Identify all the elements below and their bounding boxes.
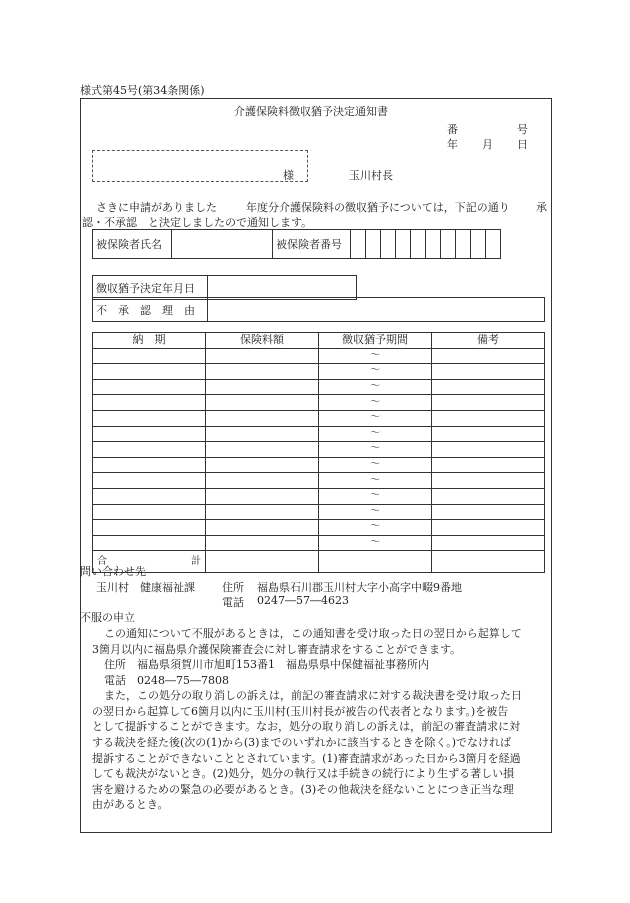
table-row	[93, 348, 545, 364]
document-title: 介護保険料徴収猶予決定通知書	[234, 105, 388, 118]
schedule-table	[92, 332, 545, 573]
contact-phone-label: 電話	[222, 596, 244, 609]
col-header: 納 期	[93, 333, 206, 349]
appeal-office-phone: 電話 0248―75―7808	[104, 674, 229, 687]
tilde: ～	[319, 364, 432, 380]
tilde: ～	[319, 426, 432, 442]
table-row	[93, 535, 545, 551]
appeal-text: また，この処分の取り消しの訴えは，前記の審査請求に対する裁決書を受け取った日	[104, 689, 522, 702]
contact-heading: 問い合わせ先	[80, 565, 146, 578]
table-row	[93, 379, 545, 395]
col-header: 徴収猶予期間	[319, 333, 432, 349]
insured-number-digit[interactable]	[351, 230, 366, 259]
insured-number-digit[interactable]	[441, 230, 456, 259]
intro-line1-b: 年度分介護保険料の徴収猶予については，下記の通り	[246, 201, 510, 214]
appeal-text: 提訴することができないこととされています。(1)審査請求があった日から3箇月を経過	[92, 752, 521, 765]
addressee-suffix: 様	[283, 169, 294, 182]
contact-office: 玉川村 健康福祉課	[96, 581, 195, 594]
ref-tsuki: 月	[482, 138, 493, 151]
tilde: ～	[319, 488, 432, 504]
intro-line2: 認・不承認 と決定しましたので通知します。	[82, 216, 313, 229]
appeal-text: 3箇月以内に福島県介護保険審査会に対し審査請求をすることができます。	[92, 643, 462, 656]
insured-number-digit[interactable]	[411, 230, 426, 259]
decision-date-field[interactable]	[208, 276, 357, 300]
tilde: ～	[319, 520, 432, 536]
tilde: ～	[319, 535, 432, 551]
intro-line1-c: 承	[536, 201, 547, 214]
issuer: 玉川村長	[349, 169, 393, 182]
contact-address-label: 住所	[222, 581, 244, 594]
table-row	[93, 442, 545, 458]
contact-address: 福島県石川郡玉川村大字小高字中畷9番地	[257, 581, 462, 594]
ref-ban: 番	[447, 123, 458, 136]
table-row	[93, 410, 545, 426]
insured-number-digit[interactable]	[381, 230, 396, 259]
tilde: ～	[319, 457, 432, 473]
decision-date-label: 徴収猶予決定年月日	[93, 276, 208, 300]
table-row	[93, 488, 545, 504]
insured-number-digit[interactable]	[396, 230, 411, 259]
insured-number-digit[interactable]	[456, 230, 471, 259]
contact-phone: 0247―57―4623	[257, 594, 349, 607]
total-row	[93, 551, 545, 573]
appeal-heading: 不服の申立	[80, 611, 135, 624]
appeal-text: の翌日から起算して6箇月以内に玉川村(玉川村長が被告の代表者となります。)を被告	[92, 705, 509, 718]
insured-name-label: 被保険者氏名	[93, 230, 172, 259]
appeal-text: する裁決を経た後(次の(1)から(3)までのいずれかに該当するときを除く。)でなければ	[92, 736, 512, 749]
reason-field[interactable]	[208, 298, 545, 322]
table-row	[93, 395, 545, 411]
table-row	[93, 520, 545, 536]
tilde: ～	[319, 473, 432, 489]
insured-number-label: 被保険者番号	[273, 230, 351, 259]
appeal-text: 害を避けるための緊急の必要があるとき。(3)その他裁決を経ないことにつき正当な理	[92, 783, 514, 796]
appeal-text: として提訴することができます。なお，処分の取り消しの訴えは，前記の審査請求に対	[92, 720, 521, 733]
appeal-office-address: 住所 福島県須賀川市旭町153番1 福島県県中保健福祉事務所内	[104, 658, 429, 671]
insured-number-digit[interactable]	[471, 230, 486, 259]
table-row	[93, 457, 545, 473]
tilde: ～	[319, 379, 432, 395]
ref-hi: 日	[517, 138, 528, 151]
intro-line1-a: さきに申請がありました	[96, 201, 217, 214]
tilde: ～	[319, 395, 432, 411]
tilde: ～	[319, 442, 432, 458]
appeal-text: しても裁決がないとき。(2)処分，処分の執行又は手続きの続行により生ずる著しい損	[92, 767, 515, 780]
total-label: 合 計	[93, 551, 206, 573]
table-row	[93, 426, 545, 442]
insured-number-digit[interactable]	[486, 230, 501, 259]
table-row	[93, 473, 545, 489]
appeal-text: この通知について不服があるときは，この通知書を受け取った日の翌日から起算して	[104, 627, 522, 640]
table-row	[93, 504, 545, 520]
form-number: 様式第45号(第34条関係)	[80, 84, 205, 97]
appeal-text: 由があるとき。	[92, 798, 169, 811]
insured-table	[92, 229, 501, 259]
insured-name-field[interactable]	[172, 230, 273, 259]
reason-table	[92, 297, 545, 322]
ref-go: 号	[517, 123, 528, 136]
col-header: 保険料額	[206, 333, 319, 349]
insured-number-digit[interactable]	[366, 230, 381, 259]
ref-nen: 年	[447, 138, 458, 151]
addressee-box	[92, 150, 308, 182]
insured-number-digit[interactable]	[426, 230, 441, 259]
table-row	[93, 364, 545, 380]
tilde: ～	[319, 410, 432, 426]
tilde: ～	[319, 504, 432, 520]
tilde: ～	[319, 348, 432, 364]
reason-label: 不 承 認 理 由	[93, 298, 208, 322]
col-header: 備考	[432, 333, 545, 349]
